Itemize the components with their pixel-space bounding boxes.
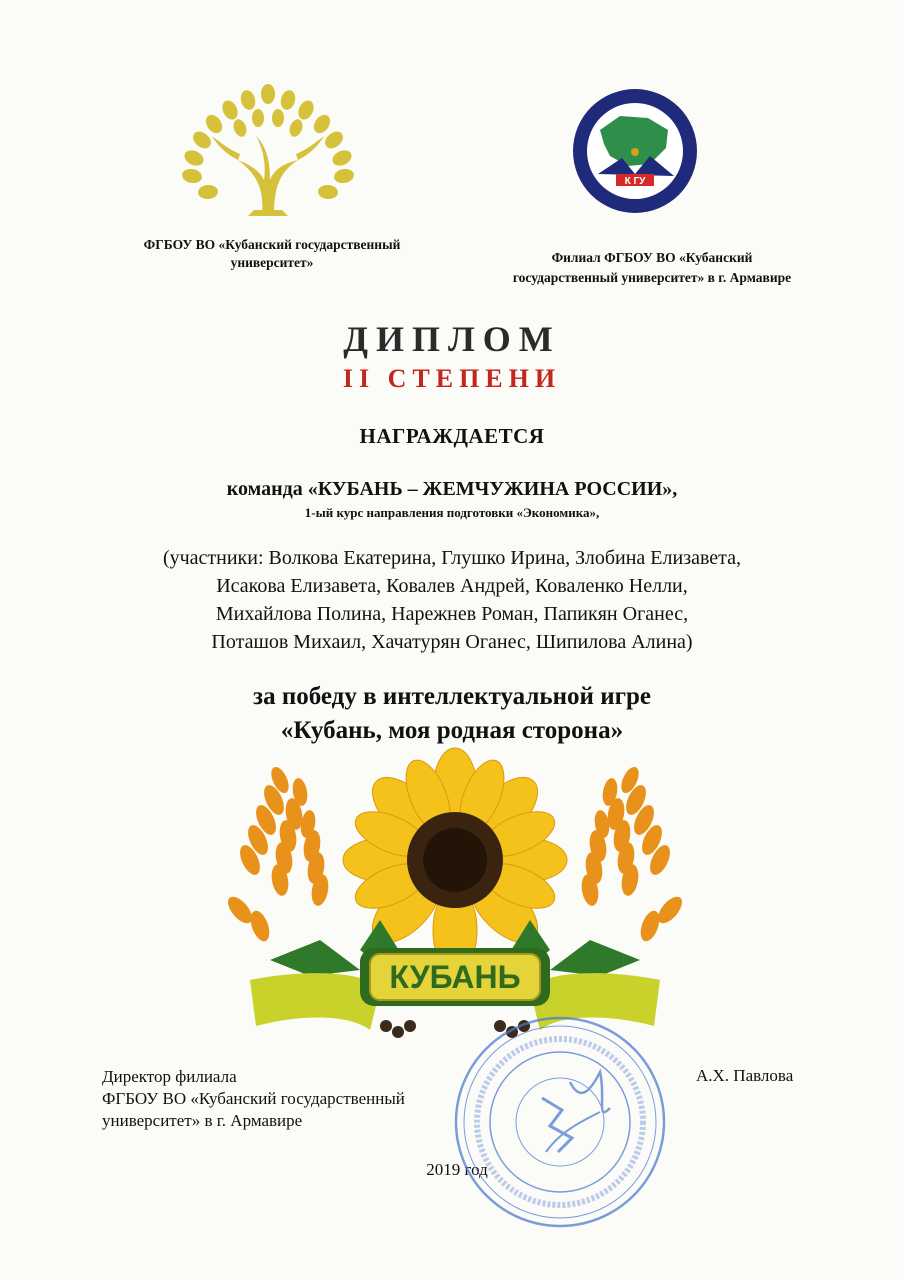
banner-text: КУБАНЬ <box>389 959 521 995</box>
left-org-line: ФГБОУ ВО «Кубанский государственный <box>143 237 401 252</box>
diploma-title: ДИПЛОМ <box>343 319 561 359</box>
kuban-emblem <box>210 740 700 1050</box>
diploma-degree: II СТЕПЕНИ <box>342 364 562 393</box>
signer-name: А.Х. Павлова <box>696 1066 794 1085</box>
wheat-left-icon <box>224 764 331 943</box>
reason-line: за победу в интеллектуальной игре <box>253 683 651 710</box>
reason-line: «Кубань, моя родная сторона» <box>280 717 624 744</box>
participants-line: Поташов Михаил, Хачатурян Оганес, Шипилова Алина) <box>211 631 693 653</box>
award-reason <box>0 680 904 748</box>
signer-line: Директор филиала <box>102 1067 237 1086</box>
left-org-name <box>92 236 452 272</box>
signer-line: университет» в г. Армавире <box>102 1111 303 1130</box>
right-org-name <box>452 248 852 288</box>
right-org-line: государственный университет» в г. Армавире <box>512 270 792 285</box>
participants-list <box>90 544 814 656</box>
awarded-heading: НАГРАЖДАЕТСЯ <box>359 424 545 448</box>
wheat-right-icon <box>579 764 686 943</box>
participants-line: Михайлова Полина, Нарежнев Роман, Папикян Оганес, <box>215 603 689 625</box>
official-seal-icon <box>450 1012 670 1232</box>
left-org-line: университет» <box>230 255 314 270</box>
university-logo-icon <box>570 86 700 216</box>
participants-line: Исакова Елизавета, Ковалев Андрей, Коваленко Нелли, <box>216 575 688 597</box>
right-org-line: Филиал ФГБОУ ВО «Кубанский <box>551 250 753 265</box>
signer-line: ФГБОУ ВО «Кубанский государственный <box>102 1089 405 1108</box>
team-name: команда «КУБАНЬ – ЖЕМЧУЖИНА РОССИИ», <box>226 478 678 500</box>
logo-letters: К ГУ <box>624 176 646 187</box>
participants-line: (участники: Волкова Екатерина, Глушко Ирина, Злобина Елизавета, <box>162 547 742 569</box>
diploma-year: 2019 год <box>426 1160 488 1179</box>
tree-logo-icon <box>178 80 358 220</box>
course-line: 1-ый курс направления подготовки «Экономика», <box>304 505 600 520</box>
